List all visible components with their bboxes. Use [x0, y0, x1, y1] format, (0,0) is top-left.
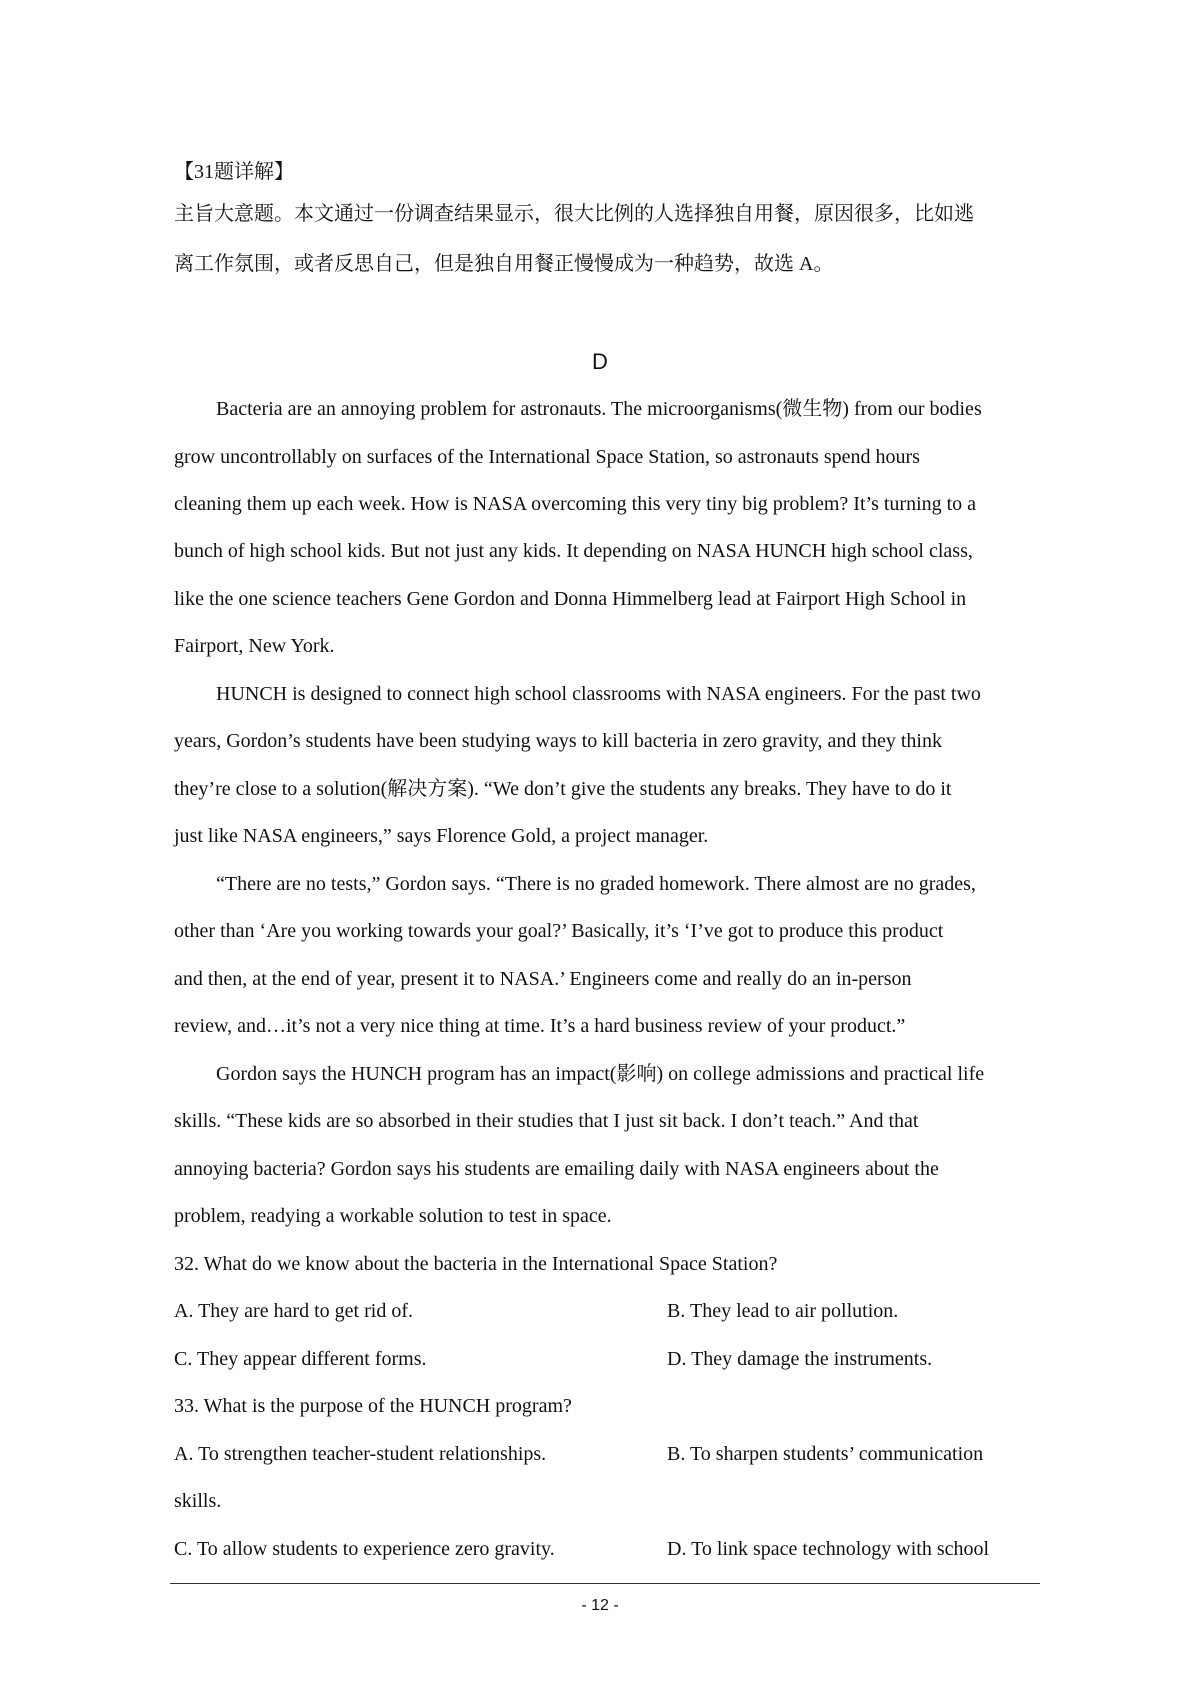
explanation-line: 离工作氛围，或者反思自己，但是独自用餐正慢慢成为一种趋势，故选 A。 [174, 253, 834, 275]
question-32-option-b: B. They lead to air pollution. [667, 1300, 899, 1322]
question-32-stem: 32. What do we know about the bacteria in the International Space Station? [174, 1253, 778, 1275]
explanation-line: 主旨大意题。本文通过一份调查结果显示，很大比例的人选择独自用餐，原因很多，比如逃 [174, 203, 974, 225]
passage-line: like the one science teachers Gene Gordon and Donna Himmelberg lead at Fairport High School in [174, 588, 967, 610]
passage-line: they’re close to a solution(解决方案). “We don’t give the students any breaks. They have to do it [174, 778, 952, 800]
passage-line: just like NASA engineers,” says Florence Gold, a project manager. [174, 825, 709, 847]
question-33-stem: 33. What is the purpose of the HUNCH program? [174, 1395, 572, 1417]
passage-line: “There are no tests,” Gordon says. “There is no graded homework. There almost are no grades, [216, 873, 976, 895]
passage-line: other than ‘Are you working towards your goal?’ Basically, it’s ‘I’ve got to produce this product [174, 920, 944, 942]
passage-line: skills. “These kids are so absorbed in their studies that I just sit back. I don’t teach.” And that [174, 1110, 919, 1132]
question-33-option-d: D. To link space technology with school [667, 1538, 990, 1560]
passage-line: review, and…it’s not a very nice thing at time. It’s a hard business review of your product.” [174, 1015, 906, 1037]
explanation-title: 【31题详解】 [174, 161, 294, 183]
page-number: - 12 - [581, 1597, 619, 1614]
question-32-option-a: A. They are hard to get rid of. [174, 1300, 413, 1322]
passage-line: bunch of high school kids. But not just any kids. It depending on NASA HUNCH high school class, [174, 540, 973, 562]
section-heading: D [592, 349, 608, 374]
question-33-option-c: C. To allow students to experience zero gravity. [174, 1538, 555, 1560]
passage-line: grow uncontrollably on surfaces of the International Space Station, so astronauts spend hours [174, 446, 920, 468]
passage-line: years, Gordon’s students have been studying ways to kill bacteria in zero gravity, and they think [174, 730, 942, 752]
passage-line: HUNCH is designed to connect high school classrooms with NASA engineers. For the past two [216, 683, 981, 705]
passage-line: Gordon says the HUNCH program has an impact(影响) on college admissions and practical life [216, 1063, 985, 1085]
question-33-option-b-continued: skills. [174, 1490, 222, 1512]
passage-line: Bacteria are an annoying problem for astronauts. The microorganisms(微生物) from our bodies [216, 398, 982, 420]
question-33-option-a: A. To strengthen teacher-student relationships. [174, 1443, 547, 1465]
question-32-option-d: D. They damage the instruments. [667, 1348, 933, 1370]
question-33-option-b: B. To sharpen students’ communication [667, 1443, 984, 1465]
question-32-option-c: C. They appear different forms. [174, 1348, 427, 1370]
passage-line: and then, at the end of year, present it to NASA.’ Engineers come and really do an in-person [174, 968, 912, 990]
footer-divider [170, 1583, 1040, 1584]
passage-line: cleaning them up each week. How is NASA overcoming this very tiny big problem? It’s turning to a [174, 493, 977, 515]
passage-line: problem, readying a workable solution to test in space. [174, 1205, 612, 1227]
passage-line: Fairport, New York. [174, 635, 335, 657]
passage-line: annoying bacteria? Gordon says his students are emailing daily with NASA engineers about the [174, 1158, 939, 1180]
